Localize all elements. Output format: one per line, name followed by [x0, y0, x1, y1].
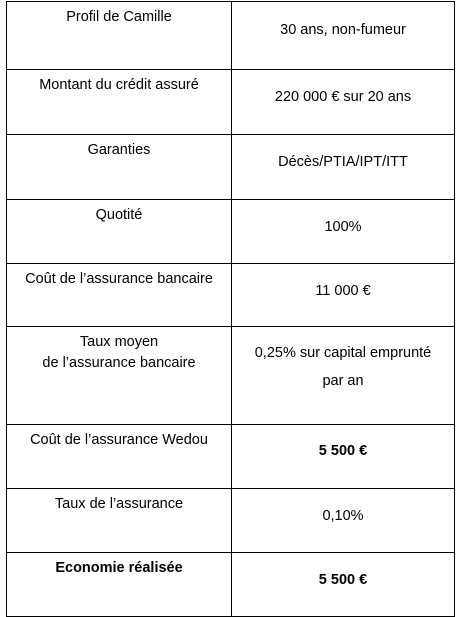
row-value-line: 5 500 €: [318, 443, 368, 459]
row-label: [7, 2, 232, 70]
row-label-line: Taux moyen: [79, 334, 159, 350]
row-value-line: 100%: [324, 219, 362, 235]
row-label-line: Coût de l’assurance bancaire: [25, 271, 213, 287]
row-label: [7, 553, 232, 617]
row-value: [232, 135, 455, 200]
row-value-line: par an: [322, 373, 364, 389]
row-value-line: 0,10%: [322, 508, 364, 524]
row-value-line: 11 000 €: [315, 283, 371, 299]
row-value: [232, 200, 455, 264]
row-label: [7, 200, 232, 264]
comparison-table: [6, 1, 455, 617]
table-row: [7, 327, 455, 425]
row-label-line: Montant du crédit assuré: [39, 77, 199, 93]
table-row: [7, 425, 455, 489]
row-value: [232, 327, 455, 425]
table-row: [7, 553, 455, 617]
row-value-line: 5 500 €: [318, 572, 368, 588]
row-value-line: 220 000 € sur 20 ans: [274, 89, 412, 105]
row-value: [232, 425, 455, 489]
row-value-line: 30 ans, non-fumeur: [280, 22, 406, 38]
table-row: [7, 2, 455, 70]
row-label-line: de l’assurance bancaire: [42, 355, 196, 371]
row-value: [232, 264, 455, 327]
row-label: [7, 135, 232, 200]
row-label: [7, 70, 232, 135]
row-label: [7, 327, 232, 425]
row-value: [232, 553, 455, 617]
table-row: [7, 135, 455, 200]
row-label-line: Profil de Camille: [66, 9, 172, 25]
table-row: [7, 200, 455, 264]
row-label: [7, 425, 232, 489]
row-label-line: Economie réalisée: [55, 560, 183, 576]
row-label-line: Coût de l’assurance Wedou: [30, 432, 208, 448]
table-row: [7, 70, 455, 135]
row-label-line: Quotité: [95, 207, 143, 223]
row-label-line: Garanties: [87, 142, 151, 158]
row-label: [7, 264, 232, 327]
row-label: [7, 489, 232, 553]
row-value-line: Décès/PTIA/IPT/ITT: [278, 154, 408, 170]
row-value: [232, 489, 455, 553]
row-value: [232, 70, 455, 135]
table-row: [7, 264, 455, 327]
row-label-line: Taux de l’assurance: [54, 496, 184, 512]
table-row: [7, 489, 455, 553]
row-value: [232, 2, 455, 70]
row-value-line: 0,25% sur capital emprunté: [254, 345, 432, 361]
